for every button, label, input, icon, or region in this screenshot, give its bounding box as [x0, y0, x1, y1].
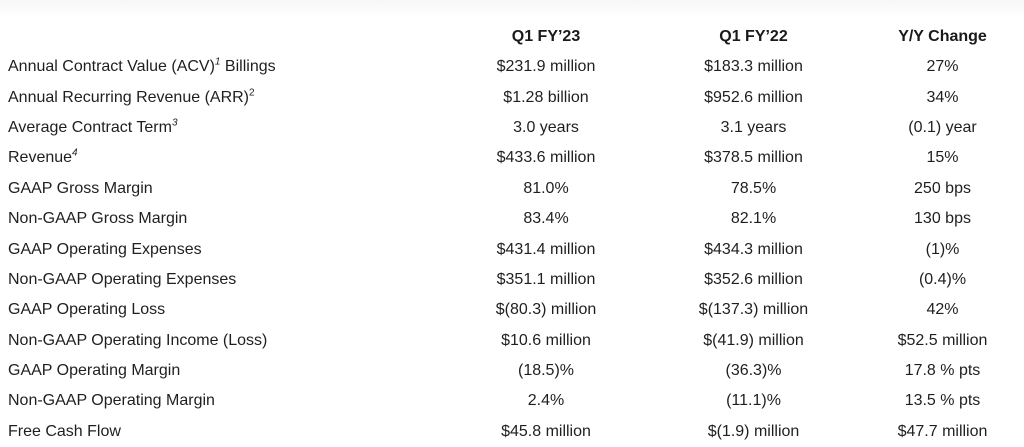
value-yoy-change: $47.7 million: [897, 422, 988, 440]
table-row: [0, 326, 1024, 356]
metric-label: [0, 326, 446, 356]
metric-name: Non-GAAP Operating Margin: [8, 392, 215, 410]
metric-name: Non-GAAP Operating Income (Loss): [8, 331, 268, 349]
value-yoy-change: (0.4)%: [918, 270, 967, 288]
value-yoy-change: (1)%: [925, 240, 960, 258]
metric-name: Non-GAAP Gross Margin: [8, 210, 188, 228]
value-yoy-change: $52.5 million: [897, 331, 988, 349]
footnote-marker: 2: [249, 87, 255, 99]
metric-label: [0, 295, 446, 325]
header-metric: [0, 22, 446, 52]
metric-name: Average Contract Term: [8, 118, 172, 136]
metric-name: GAAP Operating Expenses: [8, 240, 202, 258]
value-q1-fy22: (11.1)%: [726, 392, 781, 410]
value-q1-fy23: (18.5)%: [517, 362, 575, 380]
value-q1-fy22: $183.3 million: [704, 58, 803, 76]
value-q1-fy22: 78.5%: [730, 179, 777, 197]
value-q1-fy22: $(137.3) million: [698, 301, 809, 319]
footnote-marker: 4: [72, 148, 78, 160]
value-q1-fy22: 82.1%: [730, 210, 777, 228]
metric-name: GAAP Gross Margin: [8, 179, 153, 197]
value-yoy-change: 27%: [926, 58, 959, 76]
header-yoy-change: Y/Y Change: [898, 28, 987, 45]
metric-label: [0, 174, 446, 204]
value-q1-fy23: $45.8 million: [501, 422, 591, 440]
value-yoy-change: 17.8 % pts: [904, 362, 981, 380]
value-q1-fy23: $(80.3) million: [495, 301, 597, 319]
metric-name-suffix: Billings: [220, 58, 276, 76]
value-yoy-change: 250 bps: [914, 179, 971, 197]
table-row: [0, 265, 1024, 295]
value-q1-fy22: $352.6 million: [704, 270, 803, 288]
table-row: [0, 204, 1024, 234]
metric-label: [0, 356, 446, 386]
table-row: [0, 174, 1024, 204]
value-yoy-change: 13.5 % pts: [904, 392, 981, 410]
table-row: [0, 356, 1024, 386]
table-row: [0, 417, 1024, 447]
financial-summary-table: [0, 22, 1024, 447]
metric-name: Annual Recurring Revenue (ARR): [8, 88, 249, 106]
metric-name: Revenue: [8, 149, 73, 167]
value-q1-fy22: 3.1 years: [720, 118, 787, 136]
value-q1-fy22: $952.6 million: [704, 88, 803, 106]
table-row: [0, 143, 1024, 173]
header-q1-fy22: Q1 FY’22: [719, 28, 788, 45]
metric-label: [0, 143, 446, 173]
metric-label: [0, 265, 446, 295]
value-q1-fy23: $1.28 billion: [503, 88, 589, 106]
header-q1-fy23: Q1 FY’23: [511, 28, 581, 45]
metric-name: Free Cash Flow: [8, 422, 121, 440]
header-row: [0, 22, 1024, 52]
value-yoy-change: 15%: [926, 149, 959, 167]
footnote-marker: 1: [214, 56, 221, 68]
table-row: [0, 295, 1024, 325]
value-q1-fy22: $378.5 million: [704, 149, 803, 167]
value-q1-fy23: $231.9 million: [496, 58, 596, 76]
metric-name: Annual Contract Value (ACV): [8, 58, 215, 76]
value-yoy-change: 34%: [926, 88, 959, 106]
value-q1-fy23: 2.4%: [527, 392, 565, 410]
metric-label: [0, 52, 446, 82]
value-yoy-change: (0.1) year: [908, 118, 977, 136]
metric-name: Non-GAAP Operating Expenses: [8, 270, 237, 288]
value-yoy-change: 130 bps: [914, 210, 971, 228]
metric-label: [0, 204, 446, 234]
top-band: [0, 0, 1024, 18]
metric-label: [0, 82, 446, 112]
value-q1-fy23: 3.0 years: [513, 118, 579, 136]
value-q1-fy22: $434.3 million: [704, 240, 803, 258]
metric-name: GAAP Operating Loss: [8, 301, 166, 319]
value-q1-fy23: $433.6 million: [496, 149, 596, 167]
value-q1-fy22: $(1.9) million: [707, 422, 800, 440]
table-row: [0, 386, 1024, 416]
footnote-marker: 3: [171, 117, 178, 129]
value-q1-fy23: 81.0%: [523, 179, 569, 197]
value-q1-fy22: (36.3)%: [725, 362, 782, 380]
value-q1-fy23: $10.6 million: [501, 331, 591, 349]
metric-name: GAAP Operating Margin: [8, 362, 181, 380]
value-q1-fy23: $351.1 million: [496, 270, 596, 288]
table-row: [0, 82, 1024, 112]
metric-label: [0, 234, 446, 264]
metric-label: [0, 386, 446, 416]
table-body: [0, 52, 1024, 447]
metric-label: [0, 113, 446, 143]
value-yoy-change: 42%: [926, 301, 959, 319]
value-q1-fy22: $(41.9) million: [703, 331, 804, 349]
value-q1-fy23: $431.4 million: [496, 240, 596, 258]
metric-label: [0, 417, 446, 447]
table-row: [0, 234, 1024, 264]
value-q1-fy23: 83.4%: [523, 210, 569, 228]
table-row: [0, 52, 1024, 82]
table-row: [0, 113, 1024, 143]
